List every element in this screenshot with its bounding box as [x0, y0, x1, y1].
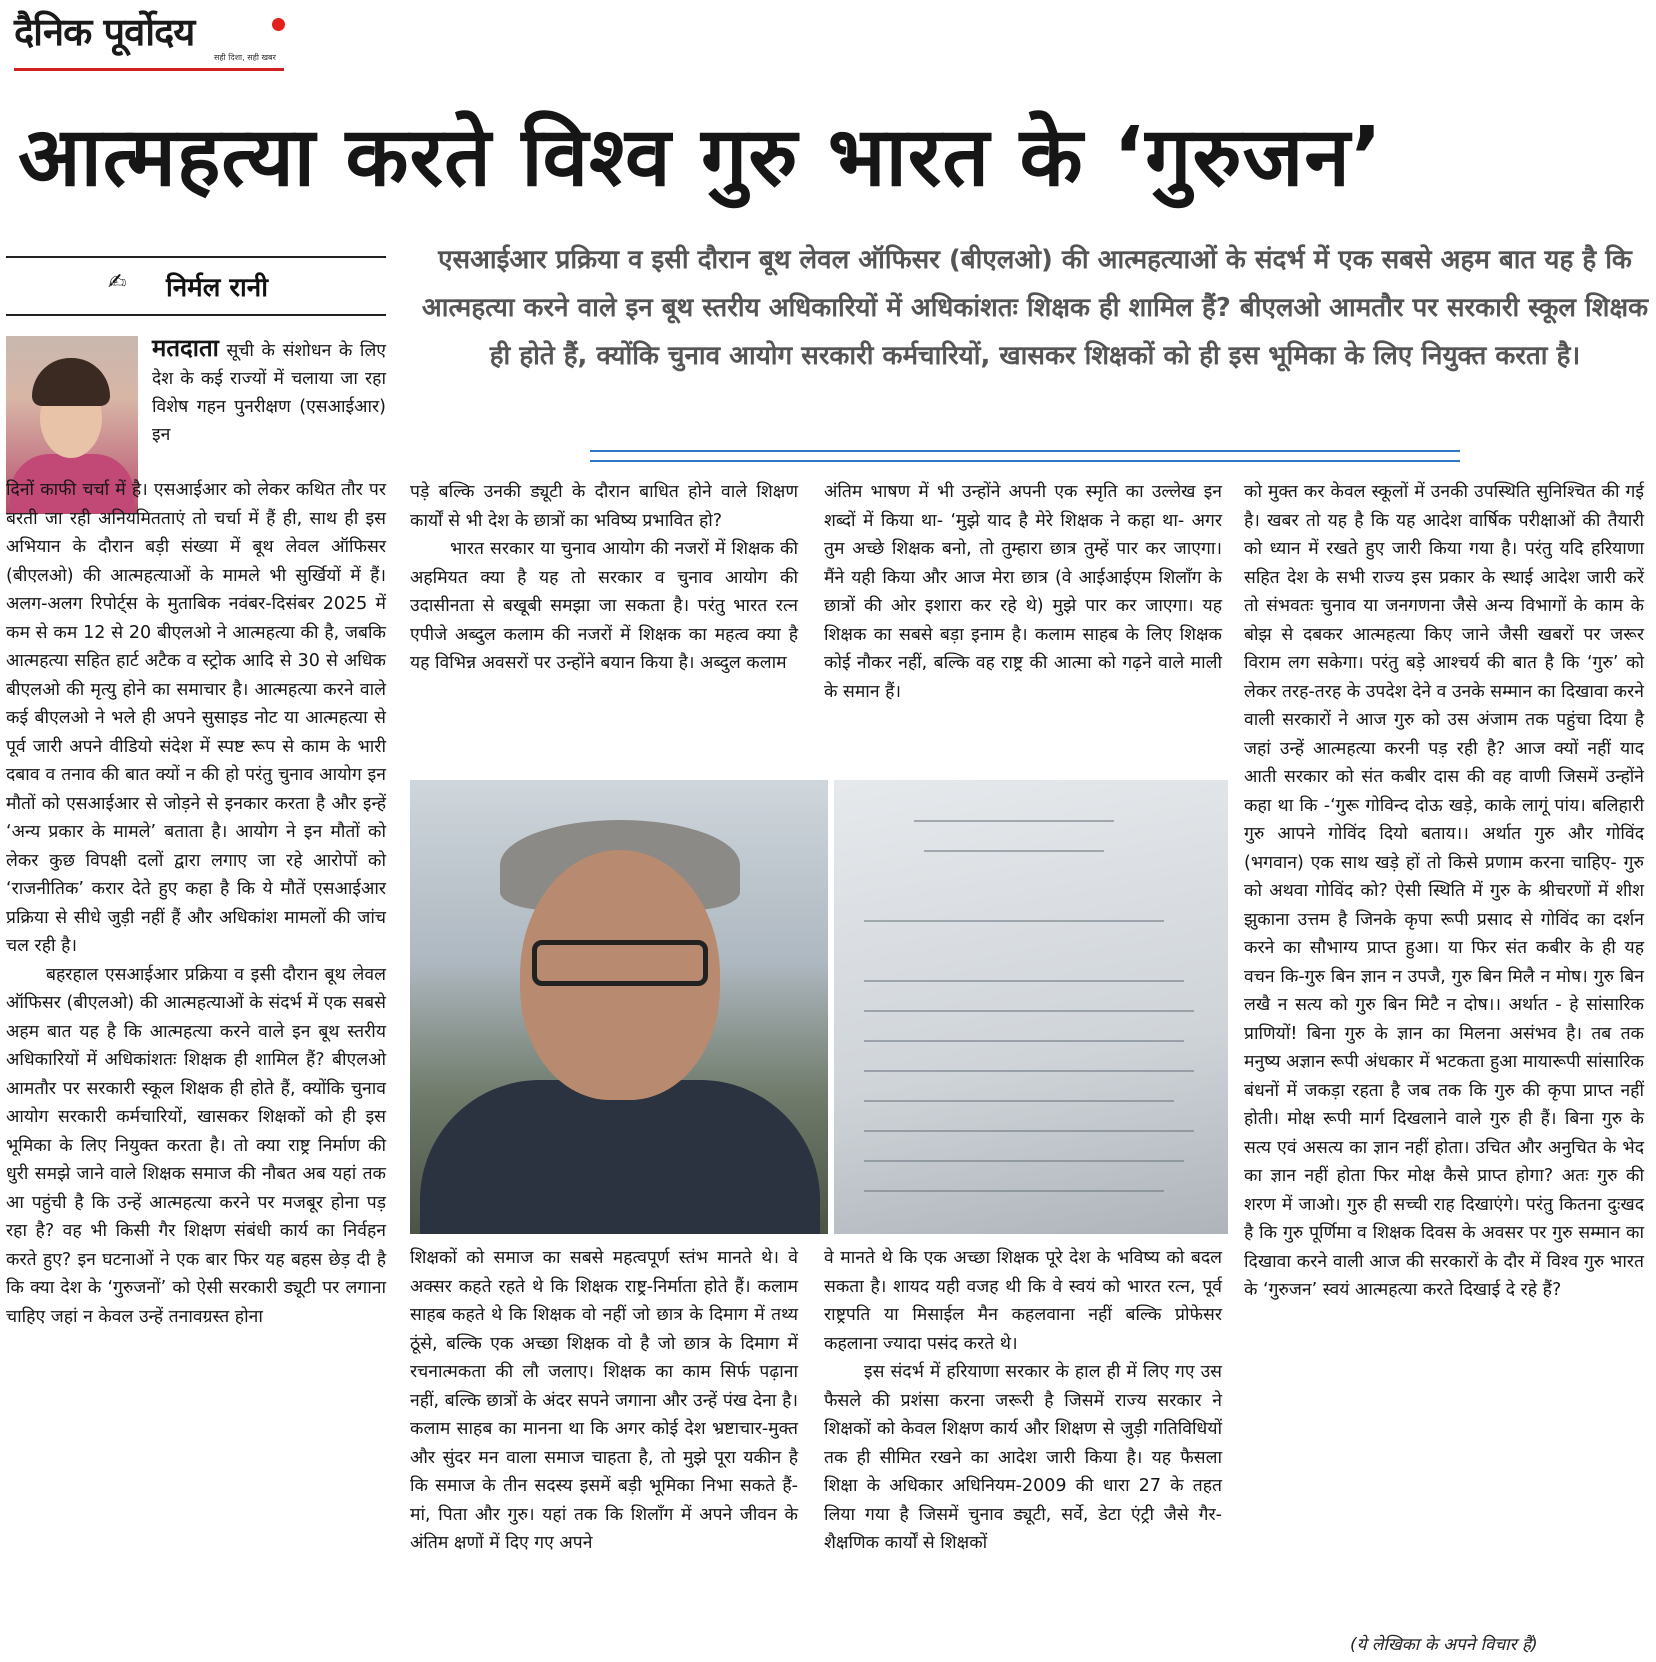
- deck-divider: [590, 450, 1460, 462]
- author-disclaimer: (ये लेखिका के अपने विचार हैं): [1350, 1635, 1538, 1655]
- dropcap-word: मतदाता: [152, 334, 219, 362]
- suicide-note-photo: [834, 780, 1228, 1234]
- masthead-tagline: सही दिशा, सही खबर: [214, 53, 276, 62]
- article-text: सूची के संशोधन के लिए देश के कई राज्यों में चलाया जा रहा विशेष गहन पुनरीक्षण (एसआईआर) इन: [152, 341, 386, 445]
- pen-icon: ✍: [108, 270, 127, 295]
- paragraph: भारत सरकार या चुनाव आयोग की नजरों में शिक्षक की अहमियत क्या है यह तो सरकार व चुनाव आयोग की उदासीनता से बखूबी समझा जा सकता है। परंतु भारत रत्न एपीजे अब्दुल कलाम की नजरों में शिक्षक का महत्व क्या है यह विभिन्न अवसरों पर उन्होंने बयान किया है। अब्दुल कलाम: [410, 539, 798, 673]
- article-column-2-top: [824, 478, 1222, 706]
- article-column-0-top: [152, 334, 386, 449]
- masthead-rule: [14, 68, 284, 71]
- masthead-logo-dot: [272, 18, 285, 31]
- paragraph: दिनों काफी चर्चा में है। एसआईआर को लेकर कथित तौर पर बरती जा रही अनियमितताएं तो चर्चा में हैं ही, साथ ही इस अभियान के दौरान बड़ी संख्या में बूथ लेवल ऑफिसर (बीएलओ) की आत्महत्याओं के मामले भी सुर्खियों में हैं। अलग-अलग रिपोर्ट्स के मुताबिक नवंबर-दिसंबर 2025 में कम से कम 12 से 20 बीएलओ ने आत्महत्या की है, जबकि आत्महत्या सहित हार्ट अटैक व स्ट्रोक आदि से 30 से अधिक बीएलओ की मृत्यु होने का समाचार है। आत्महत्या करने वाले कई बीएलओ ने भले ही अपने सुसाइड नोट या आत्महत्या से पूर्व जारी अपने वीडियो संदेश में स्पष्ट रूप से काम के भारी दबाव व तनाव की बात क्यों न की हो परंतु चुनाव आयोग इन मौतों को एसआईआर से जोड़ने से इनकार करता है और इन्हें ‘अन्य प्रकार के मामले’ बताता है। आयोग ने इन मौतों को लेकर कुछ विपक्षी दलों द्वारा लगाए जा रहे आरोपों को ‘राजनीतिक’ करार देते हुए कहा है कि ये मौतें एसआईआर प्रक्रिया से सीधे जुड़ी नहीं हैं और अधिकांश मामलों की जांच चल रही है।: [6, 480, 386, 956]
- deck-summary: एसआईआर प्रक्रिया व इसी दौरान बूथ लेवल ऑफिसर (बीएलओ) की आत्महत्याओं के संदर्भ में एक सबसे अहम बात यह है कि आत्महत्या करने वाले इन बूथ स्तरीय अधिकारियों में अधिकांशतः शिक्षक ही शामिल हैं? बीएलओ आमतौर पर सरकारी स्कूल शिक्षक ही होते हैं, क्योंकि चुनाव आयोग सरकारी कर्मचारियों, खासकर शिक्षकों को ही इस भूमिका के लिए नियुक्त करता है।: [421, 245, 1649, 371]
- masthead: [14, 8, 284, 72]
- paragraph: अंतिम भाषण में भी उन्होंने अपनी एक स्मृति का उल्लेख इन शब्दों में किया था- ‘मुझे याद है मेरे शिक्षक ने कहा था- अगर तुम अच्छे शिक्षक बनो, तो तुम्हारा छात्र तुम्हें पार कर जाएगा। मैंने यही किया और आज मेरा छात्र (वे आईआईएम शिलॉंग के छात्रों की ओर इशारा कर रहे थे) मुझे पार कर जाएगा। यह शिक्षक का सबसे बड़ा इनाम है। कलाम साहब के लिए शिक्षक कोई नौकर नहीं, बल्कि वह राष्ट्र की आत्मा को गढ़ने वाले माली के समान हैं।: [824, 482, 1222, 702]
- headline: आत्महत्या करते विश्व गुरु भारत के ‘गुरुजन’: [18, 110, 1384, 205]
- teacher-photo: [410, 780, 828, 1234]
- article-column-3: [1244, 478, 1644, 1305]
- paragraph: शिक्षकों को समाज का सबसे महत्वपूर्ण स्तंभ मानते थे। वे अक्सर कहते रहते थे कि शिक्षक राष्ट्र-निर्माता होते हैं। कलाम साहब कहते थे कि शिक्षक वो नहीं जो छात्र के दिमाग में तथ्य ठूंसे, बल्कि एक अच्छा शिक्षक वो है जो छात्र के दिमाग में रचनात्मकता की लौ जलाए। शिक्षक का काम सिर्फ पढ़ाना नहीं, बल्कि छात्रों के अंदर सपने जगाना और उन्हें पंख देना है। कलाम साहब का मानना था कि अगर कोई देश भ्रष्टाचार-मुक्त और सुंदर मन वाला समाज चाहता है, तो मुझे पूरा यकीन है कि समाज के तीन सदस्य इसमें बड़ी भूमिका निभा सकते हैं- मां, पिता और गुरु। यहां तक कि शिलॉंग में अपने जीवन के अंतिम क्षणों में दिए गए अपने: [410, 1248, 798, 1553]
- masthead-title: दैनिक पूर्वोदय: [14, 10, 195, 54]
- paragraph: को मुक्त कर केवल स्कूलों में उनकी उपस्थिति सुनिश्चित की गई है। खबर तो यह है कि यह आदेश वार्षिक परीक्षाओं की तैयारी को ध्यान में रखते हुए जारी किया गया है। परंतु यदि हरियाणा सहित देश के सभी राज्य इस प्रकार के स्थाई आदेश जारी करें तो संभवतः चुनाव या जनगणना जैसे अन्य विभागों के काम के बोझ से दबकर आत्महत्या किए जाने जैसी खबरों पर जरूर विराम लग सकेगा। परंतु बड़े आश्चर्य की बात है कि ‘गुरु’ को लेकर तरह-तरह के उपदेश देने व उनके सम्मान का दिखावा करने वाली सरकारों ने आज गुरु को उस अंजाम तक पहुंचा दिया है जहां उन्हें आत्महत्या करनी पड़ रही है? आज क्यों नहीं याद आती सरकार को संत कबीर दास की वह वाणी जिसमें उन्होंने कहा था कि -‘गुरू गोविन्द दोऊ खड़े, काके लागूं पांय। बलिहारी गुरु आपने गोविंद दियो बताय।। अर्थात गुरु और गोविंद (भगवान) एक साथ खड़े हों तो किसे प्रणाम करना चाहिए- गुरु को अथवा गोविंद को? ऐसी स्थिति में गुरु के श्रीचरणों में शीश झुकाना उत्तम है जिनके कृपा रूपी प्रसाद से गोविंद का दर्शन करने का सौभाग्य प्राप्त हुआ। या फिर संत कबीर के ही यह वचन कि-गुरु बिन ज्ञान न उपजै, गुरु बिन मिलै न मोष। गुरु बिन लखै न सत्य को गुरु बिन मिटै न दोष।। अर्थात - हे सांसारिक प्राणियों! बिना गुरु के ज्ञान का मिलना असंभव है। तब तक मनुष्य अज्ञान रूपी अंधकार में भटकता हुआ मायारूपी सांसारिक बंधनों में जकड़ा रहता है जब तक कि गुरु की कृपा प्राप्त नहीं होती। मोक्ष रूपी मार्ग दिखलाने वाले गुरु ही हैं। बिना गुरु के सत्य एवं असत्य का ज्ञान नहीं होता। उचित और अनुचित के भेद का ज्ञान नहीं होता फिर मोक्ष कैसे प्राप्त होगा? अतः गुरु की शरण में जाओ। गुरु ही सच्ची राह दिखाएंगे। परंतु कितना दुःखद है कि गुरु पूर्णिमा व शिक्षक दिवस के अवसर पर गुरु सम्मान का दिखावा करने वाली आज की सरकारों के दौर में विश्व गुरु भारत के ‘गुरुजन’ स्वयं आत्महत्या करते दिखाई दे रहे हैं?: [1244, 482, 1644, 1300]
- article-column-2-bottom: [824, 1244, 1222, 1558]
- article-column-1-top: [410, 478, 798, 678]
- article-column-0: [6, 476, 386, 1331]
- byline: [6, 256, 386, 316]
- paragraph: बहरहाल एसआईआर प्रक्रिया व इसी दौरान बूथ लेवल ऑफिसर (बीएलओ) की आत्महत्याओं के संदर्भ में एक सबसे अहम बात यह है कि आत्महत्या करने वाले इन बूथ स्तरीय अधिकारियों में अधिकांशतः शिक्षक ही शामिल हैं? बीएलओ आमतौर पर सरकारी स्कूल शिक्षक ही होते हैं, क्योंकि चुनाव आयोग सरकारी कर्मचारियों, खासकर शिक्षकों को ही इस भूमिका के लिए नियुक्त करता है। तो क्या राष्ट्र निर्माण की धुरी समझे जाने वाले शिक्षक समाज की नौबत अब यहां तक आ पहुंची है कि उन्हें आत्महत्या करने पर मजबूर होना पड़ रहा है? वह भी किसी गैर शिक्षण संबंधी कार्य का निर्वहन करते हुए? इन घटनाओं ने एक बार फिर यह बहस छेड़ दी है कि क्या देश के ‘गुरुजनों’ को ऐसी सरकारी ड्यूटी पर लगाना चाहिए जहां न केवल उन्हें तनावग्रस्त होना: [6, 964, 386, 1327]
- paragraph: पड़े बल्कि उनकी ड्यूटी के दौरान बाधित होने वाले शिक्षण कार्यों से भी देश के छात्रों का भविष्य प्रभावित हो?: [410, 482, 798, 531]
- author-name: निर्मल रानी: [166, 273, 268, 303]
- paragraph: वे मानते थे कि एक अच्छा शिक्षक पूरे देश के भविष्य को बदल सकता है। शायद यही वजह थी कि वे स्वयं को भारत रत्न, पूर्व राष्ट्रपति या मिसाईल मैन कहलवाना नहीं बल्कि प्रोफेसर कहलाना ज्यादा पसंद करते थे।: [824, 1248, 1222, 1354]
- article-column-1-bottom: [410, 1244, 798, 1558]
- paragraph: इस संदर्भ में हरियाणा सरकार के हाल ही में लिए गए उस फैसले की प्रशंसा करना जरूरी है जिसमें राज्य सरकार ने शिक्षकों को केवल शिक्षण कार्य और शिक्षण से जुड़ी गतिविधियों तक ही सीमित रखने का आदेश जारी किया है। यह फैसला शिक्षा के अधिकार अधिनियम-2009 की धारा 27 के तहत लिया गया है जिसमें चुनाव ड्यूटी, सर्वे, डेटा एंट्री जैसे गैर-शैक्षणिक कार्यों से शिक्षकों: [824, 1362, 1222, 1553]
